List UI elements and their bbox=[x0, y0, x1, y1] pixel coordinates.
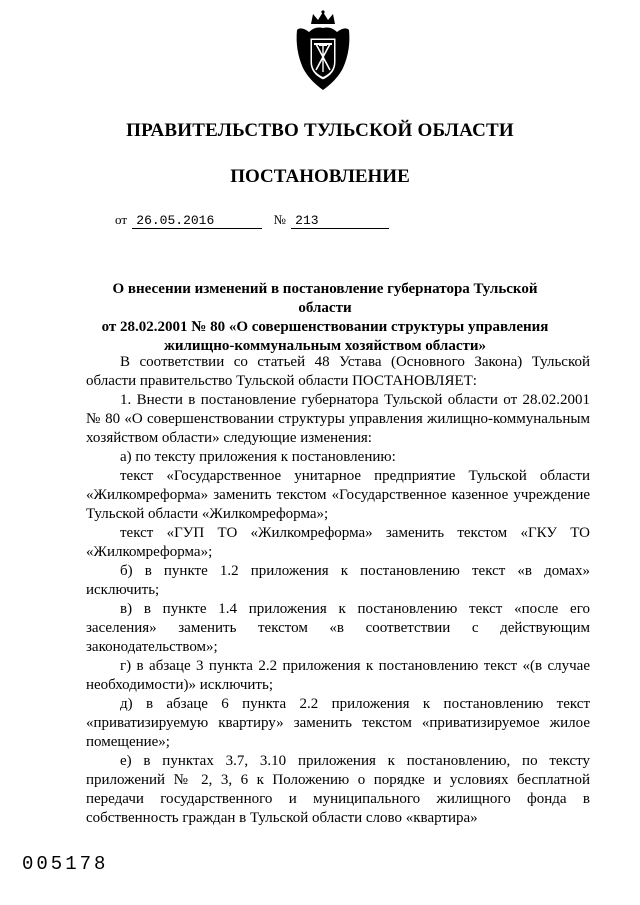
document-date: 26.05.2016 bbox=[132, 214, 262, 229]
paragraph: В соответствии со статьей 48 Устава (Основного Закона) Тульской области правительство Тульской области ПОСТАНОВЛЯЕТ: bbox=[86, 354, 590, 389]
document-body bbox=[86, 353, 590, 828]
heading-line: О внесении изменений в постановление губернатора Тульской области bbox=[112, 281, 538, 316]
date-label: от bbox=[115, 212, 128, 227]
date-number-line bbox=[115, 212, 389, 229]
number-label: № bbox=[273, 212, 286, 227]
paragraph: д) в абзаце 6 пункта 2.2 приложения к постановлению текст «приватизируемую квартиру» заменить текстом «приватизируемое жилое помещение»; bbox=[86, 696, 590, 750]
document-number: 213 bbox=[291, 214, 389, 229]
document-type: ПОСТАНОВЛЕНИЕ bbox=[230, 166, 410, 187]
form-serial-number: 005178 bbox=[22, 853, 109, 875]
paragraph: текст «ГУП ТО «Жилкомреформа» заменить текстом «ГКУ ТО «Жилкомреформа»; bbox=[86, 525, 590, 560]
organization-title: ПРАВИТЕЛЬСТВО ТУЛЬСКОЙ ОБЛАСТИ bbox=[126, 120, 514, 141]
paragraph: г) в абзаце 3 пункта 2.2 приложения к постановлению текст «(в случае необходимости)» исключить; bbox=[86, 658, 590, 693]
document-heading bbox=[85, 280, 565, 356]
heading-line: от 28.02.2001 № 80 «О совершенствовании структуры управления bbox=[101, 319, 549, 335]
paragraph: 1. Внести в постановление губернатора Тульской области от 28.02.2001 № 80 «О совершенствовании структуры управления жилищно-коммунальным хозяйством области» следующие изменения: bbox=[86, 392, 590, 446]
paragraph: в) в пункте 1.4 приложения к постановлению текст «после его заселения» заменить текстом «в соответствии с действующим законодательством»; bbox=[86, 601, 590, 655]
paragraph: б) в пункте 1.2 приложения к постановлению текст «в домах» исключить; bbox=[86, 563, 590, 598]
paragraph: е) в пунктах 3.7, 3.10 приложения к постановлению, по тексту приложений № 2, 3, 6 к Положению о порядке и условиях бесплатной передачи государственного и муниципального жилищного фонда в собственность граждан в Тульской области слово «квартира» bbox=[86, 753, 590, 826]
heading-line: жилищно-коммунальным хозяйством области» bbox=[163, 338, 487, 354]
paragraph: текст «Государственное унитарное предприятие Тульской области «Жилкомреформа» заменить текстом «Государственное казенное учреждение Тульской области «Жилкомреформа»; bbox=[86, 468, 590, 522]
paragraph: а) по тексту приложения к постановлению: bbox=[120, 449, 396, 465]
coat-of-arms-emblem bbox=[293, 10, 353, 92]
